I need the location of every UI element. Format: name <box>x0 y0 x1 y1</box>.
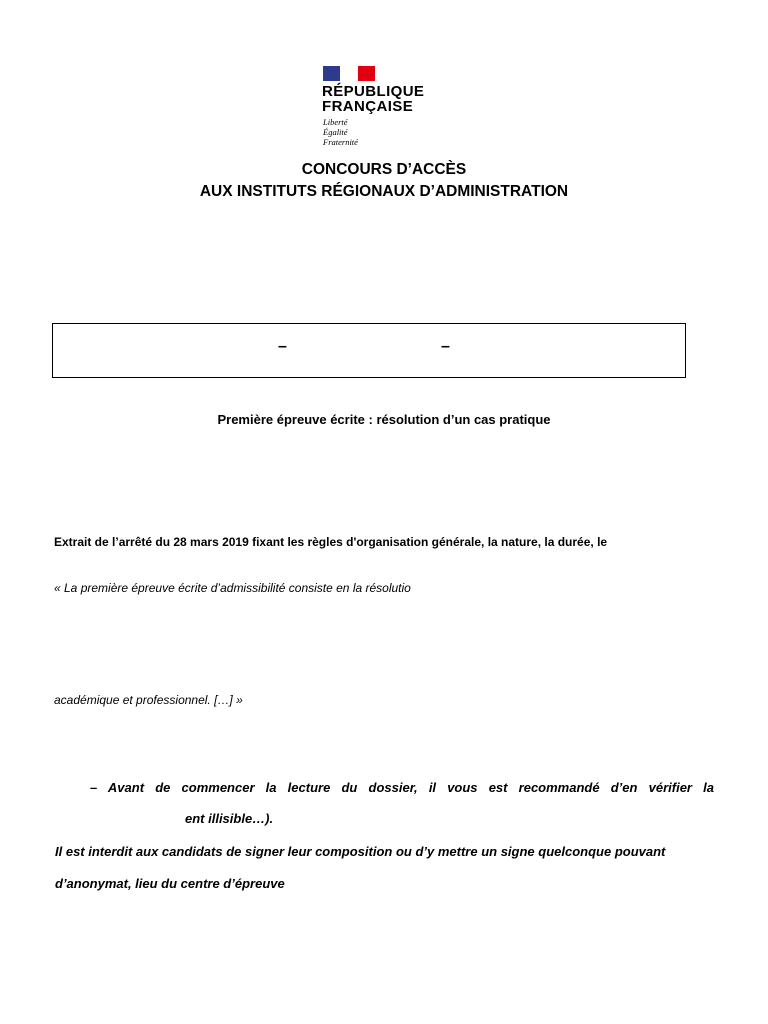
extrait-paragraph: Extrait de l’arrêté du 28 mars 2019 fixant les règles d'organisation générale, la nature, la durée, le <box>54 535 608 549</box>
devise-fraternite: Fraternité <box>323 137 358 147</box>
french-flag-icon <box>323 66 375 81</box>
instruction-ent-illisible: ent illisible…). <box>185 811 274 826</box>
box-dash-left: – <box>278 338 287 355</box>
document-title-line2: AUX INSTITUTS RÉGIONAUX D’ADMINISTRATION <box>199 183 569 200</box>
session-info-box <box>52 323 686 378</box>
devise-egalite: Égalité <box>323 127 348 137</box>
exam-subtitle: Première épreuve écrite : résolution d’un cas pratique <box>217 412 551 427</box>
box-dash-right: – <box>441 338 450 355</box>
instruction-anonymat: d’anonymat, lieu du centre d’épreuve <box>55 876 285 891</box>
instruction-avant: – Avant de commencer la lecture du dossier, il vous est recommandé d’en vérifier la <box>90 780 714 795</box>
logo-line-republique: RÉPUBLIQUE <box>322 83 425 100</box>
logo-line-francaise: FRANÇAISE <box>322 98 414 115</box>
devise-liberte: Liberté <box>323 117 348 127</box>
quote-ending: académique et professionnel. […] » <box>54 693 243 707</box>
document-title-line1: CONCOURS D’ACCÈS <box>301 161 467 178</box>
quote-paragraph: « La première épreuve écrite d’admissibilité consiste en la résolutio <box>54 581 411 595</box>
republique-francaise-logo <box>318 62 458 154</box>
marianne-profile-icon <box>337 67 363 81</box>
instruction-interdit: Il est interdit aux candidats de signer leur composition ou d’y mettre un signe quelconque pouvant <box>55 844 666 859</box>
